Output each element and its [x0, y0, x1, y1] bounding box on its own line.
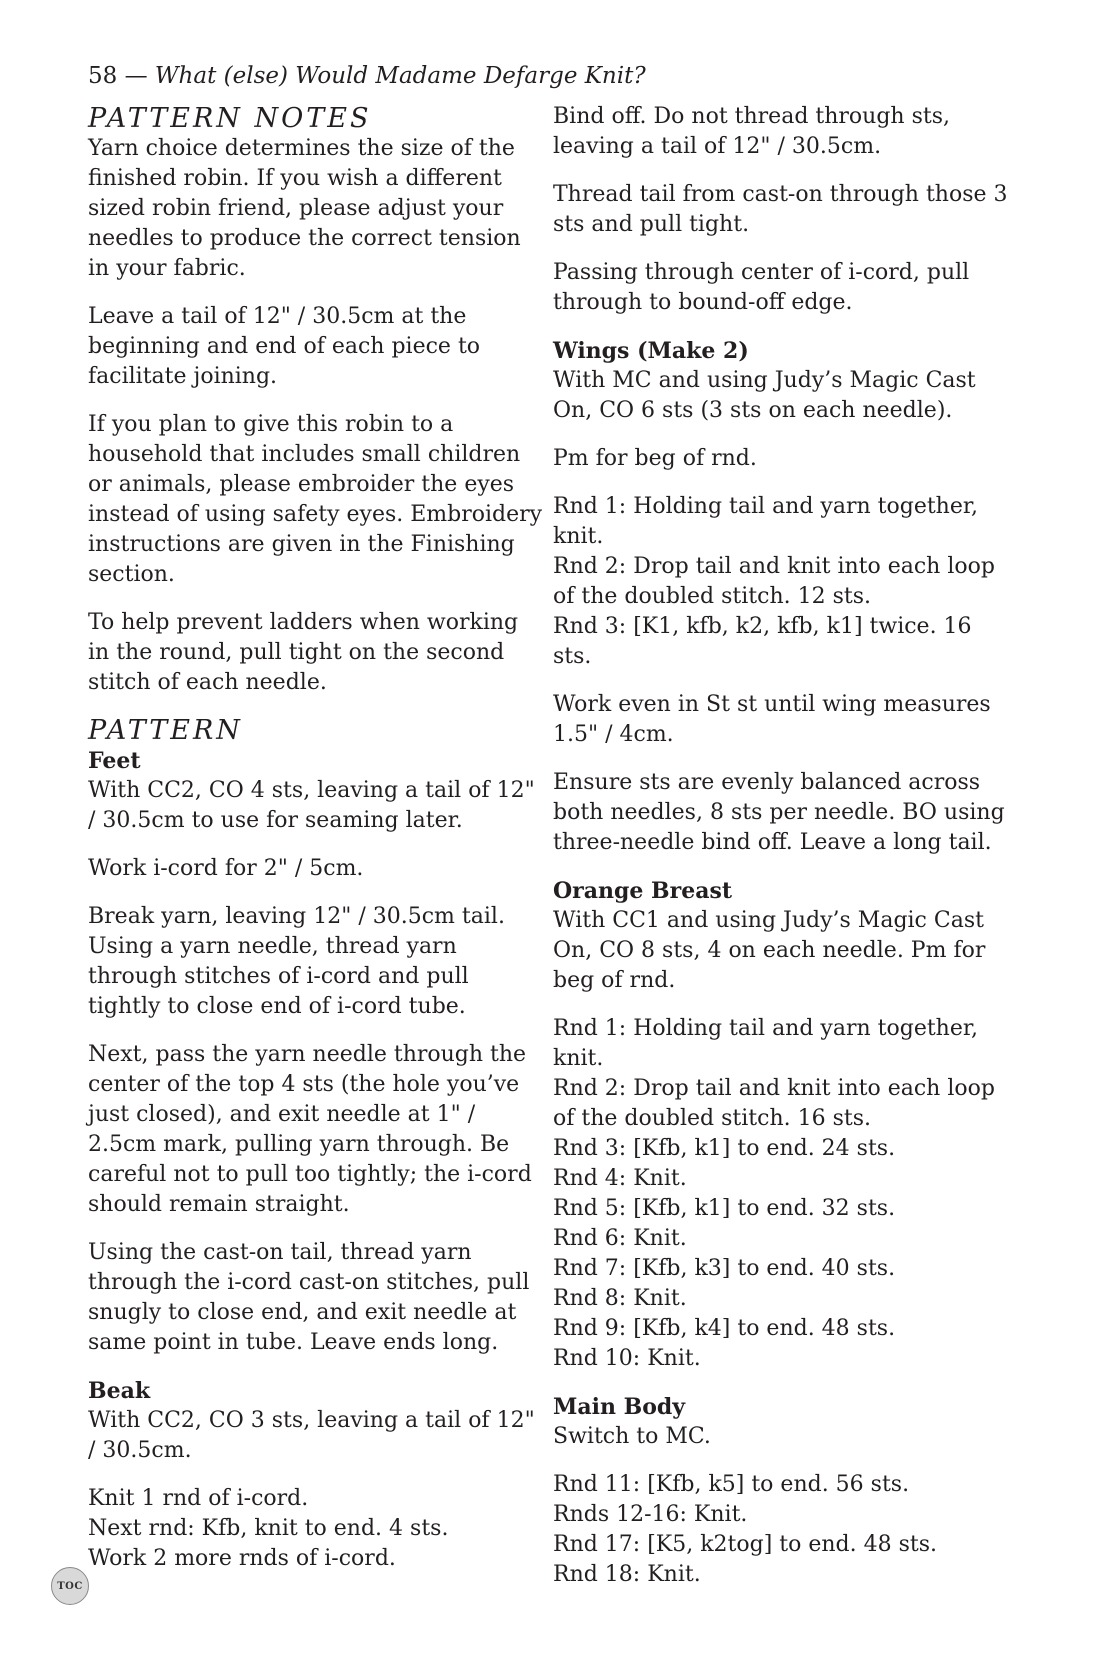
breast-rnd: Rnd 4: Knit. [553, 1166, 687, 1191]
left-column [88, 104, 543, 1574]
header-separator: — [117, 63, 155, 89]
beak-intro: With CC2, CO 3 sts, leaving a tail of 12" / 30.5cm. [88, 1408, 535, 1463]
wings-bo: Ensure sts are evenly balanced across both needles, 8 sts per needle. BO using three-needle bind off. Leave a long tail. [553, 770, 1005, 855]
beak-heading: Beak [88, 1378, 151, 1404]
toc-label: TOC [57, 1580, 83, 1592]
breast-rnd: Rnd 2: Drop tail and knit into each loop of the doubled stitch. 16 sts. [553, 1076, 995, 1131]
note-paragraph: If you plan to give this robin to a household that includes small children or animals, please embroider the eyes instead of using safety eyes. Embroidery instructions are given in the Finishing section. [88, 412, 543, 587]
page-number: 58 [88, 63, 118, 89]
breast-heading: Orange Breast [553, 878, 733, 904]
beak-line: Work 2 more rnds of i-cord. [88, 1546, 396, 1571]
wings-heading: Wings (Make 2) [553, 338, 749, 364]
wings-rnd: Rnd 1: Holding tail and yarn together, knit. [553, 494, 978, 549]
breast-rnd: Rnd 5: [Kfb, k1] to end. 32 sts. [553, 1196, 896, 1221]
wings-even: Work even in St st until wing measures 1.5" / 4cm. [553, 692, 991, 747]
toc-button[interactable] [51, 1567, 89, 1605]
note-paragraph: Yarn choice determines the size of the finished robin. If you wish a different sized robin friend, please adjust your needles to produce the correct tension in your fabric. [88, 136, 521, 281]
wings-rnd: Rnd 3: [K1, kfb, k2, kfb, k1] twice. 16 sts. [553, 614, 972, 669]
note-paragraph: To help prevent ladders when working in the round, pull tight on the second stitch of each needle. [88, 610, 519, 695]
feet-paragraph: With CC2, CO 4 sts, leaving a tail of 12" / 30.5cm to use for seaming later. [88, 778, 535, 833]
breast-rnd: Rnd 7: [Kfb, k3] to end. 40 sts. [553, 1256, 896, 1281]
beak-line: Knit 1 rnd of i-cord. [88, 1486, 309, 1511]
wings-rnd: Rnd 2: Drop tail and knit into each loop of the doubled stitch. 12 sts. [553, 554, 995, 609]
body-rnd: Rnd 11: [Kfb, k5] to end. 56 sts. [553, 1472, 910, 1497]
pattern-notes-heading: PATTERN NOTES [88, 103, 372, 134]
wings-intro: With MC and using Judy’s Magic Cast On, CO 6 sts (3 sts on each needle). [553, 368, 976, 423]
feet-paragraph: Next, pass the yarn needle through the center of the top 4 sts (the hole you’ve just closed), and exit needle at 1" / 2.5cm mark, pulling yarn through. Be careful not to pull too tightly; the i-cord should remain straight. [88, 1042, 532, 1217]
breast-rnd: Rnd 10: Knit. [553, 1346, 701, 1371]
breast-rnd: Rnd 9: [Kfb, k4] to end. 48 sts. [553, 1316, 896, 1341]
body-rnd: Rnds 12-16: Knit. [553, 1502, 748, 1527]
beak-line: Next rnd: Kfb, knit to end. 4 sts. [88, 1516, 449, 1541]
page-header [88, 60, 646, 92]
feet-paragraph: Break yarn, leaving 12" / 30.5cm tail. Using a yarn needle, thread yarn through stitches of i-cord and pull tightly to close end of i-cord tube. [88, 904, 505, 1019]
breast-rnd: Rnd 6: Knit. [553, 1226, 687, 1251]
breast-rnd: Rnd 1: Holding tail and yarn together, knit. [553, 1016, 978, 1071]
beak-cont-paragraph: Thread tail from cast-on through those 3 sts and pull tight. [553, 182, 1008, 237]
note-paragraph: Leave a tail of 12" / 30.5cm at the beginning and end of each piece to facilitate joining. [88, 304, 481, 389]
right-column [553, 102, 1008, 1590]
breast-rnd: Rnd 8: Knit. [553, 1286, 687, 1311]
beak-cont-paragraph: Passing through center of i-cord, pull through to bound-off edge. [553, 260, 970, 315]
pattern-heading: PATTERN [88, 715, 243, 746]
book-title: What (else) Would Madame Defarge Knit? [154, 63, 646, 89]
main-body-heading: Main Body [553, 1394, 686, 1420]
beak-cont-paragraph: Bind off. Do not thread through sts, leaving a tail of 12" / 30.5cm. [553, 104, 950, 159]
feet-heading: Feet [88, 748, 141, 774]
body-intro: Switch to MC. [553, 1424, 711, 1449]
feet-paragraph: Work i-cord for 2" / 5cm. [88, 856, 364, 881]
body-rnd: Rnd 18: Knit. [553, 1562, 701, 1587]
body-rnd: Rnd 17: [K5, k2tog] to end. 48 sts. [553, 1532, 938, 1557]
breast-rnd: Rnd 3: [Kfb, k1] to end. 24 sts. [553, 1136, 896, 1161]
wings-pm: Pm for beg of rnd. [553, 446, 757, 471]
breast-intro: With CC1 and using Judy’s Magic Cast On, CO 8 sts, 4 on each needle. Pm for beg of rnd. [553, 908, 986, 993]
feet-paragraph: Using the cast-on tail, thread yarn through the i-cord cast-on stitches, pull snugly to close end, and exit needle at same point in tube. Leave ends long. [88, 1240, 530, 1355]
